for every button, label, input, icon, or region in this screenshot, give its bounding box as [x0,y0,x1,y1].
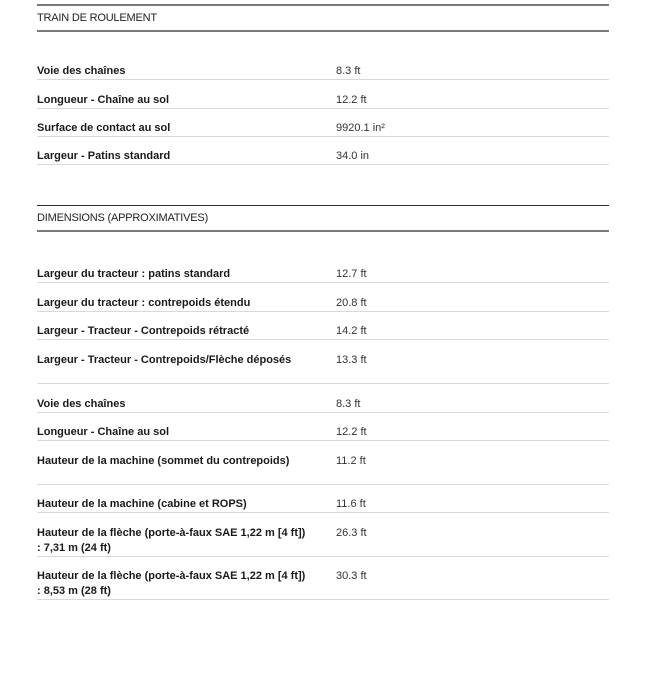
spec-value: 12.2 ft [336,426,367,438]
spec-row [37,454,609,485]
spec-label: Longueur - Chaîne au sol [37,94,170,106]
spec-label: Hauteur de la flèche (porte-à-faux SAE 1,22 m [4 ft]) : 8,53 m (28 ft) [37,570,306,597]
spec-label: Largeur - Tracteur - Contrepoids rétracté [37,325,250,337]
spec-value: 26.3 ft [336,527,367,539]
spec-value: 30.3 ft [336,570,367,582]
spec-value: 8.3 ft [336,65,361,77]
spec-row [37,569,609,600]
spec-value: 13.3 ft [336,354,367,366]
section-title: TRAIN DE ROULEMENT [37,12,157,24]
spec-row [37,93,609,109]
section-header-dimensions [37,205,609,232]
spec-label: Largeur du tracteur : contrepoids étendu [37,297,251,309]
spec-value: 12.7 ft [336,268,367,280]
spec-label: Hauteur de la machine (sommet du contrepoids) [37,455,290,467]
spec-value: 11.2 ft [336,455,366,467]
spec-row [37,121,609,137]
spec-row [37,497,609,513]
spec-value: 34.0 in [336,150,370,162]
spec-row [37,526,609,557]
spec-label: Largeur du tracteur : patins standard [37,268,231,280]
spec-value: 14.2 ft [336,325,367,337]
spec-label: Largeur - Tracteur - Contrepoids/Flèche déposés [37,354,292,366]
spec-row [37,397,609,413]
spec-label: Voie des chaînes [37,398,126,410]
spec-value: 8.3 ft [336,398,361,410]
spec-label: Surface de contact au sol [37,122,171,134]
section-header-undercarriage [37,4,609,32]
spec-value: 20.8 ft [336,297,367,309]
spec-label: Hauteur de la machine (cabine et ROPS) [37,498,247,510]
spec-row [37,353,609,384]
spec-value: 9920.1 in² [336,122,385,134]
spec-row [37,425,609,441]
spec-label: Voie des chaînes [37,65,126,77]
spec-label: Longueur - Chaîne au sol [37,426,170,438]
spec-value: 12.2 ft [336,94,367,106]
section-title: DIMENSIONS (APPROXIMATIVES) [37,212,209,224]
spec-row [37,296,609,312]
spec-row [37,149,609,165]
spec-value: 11.6 ft [336,498,366,510]
spec-label: Largeur - Patins standard [37,150,171,162]
spec-row [37,64,609,80]
spec-label: Hauteur de la flèche (porte-à-faux SAE 1,22 m [4 ft]) : 7,31 m (24 ft) [37,527,306,554]
spec-row [37,324,609,340]
spec-row [37,267,609,283]
